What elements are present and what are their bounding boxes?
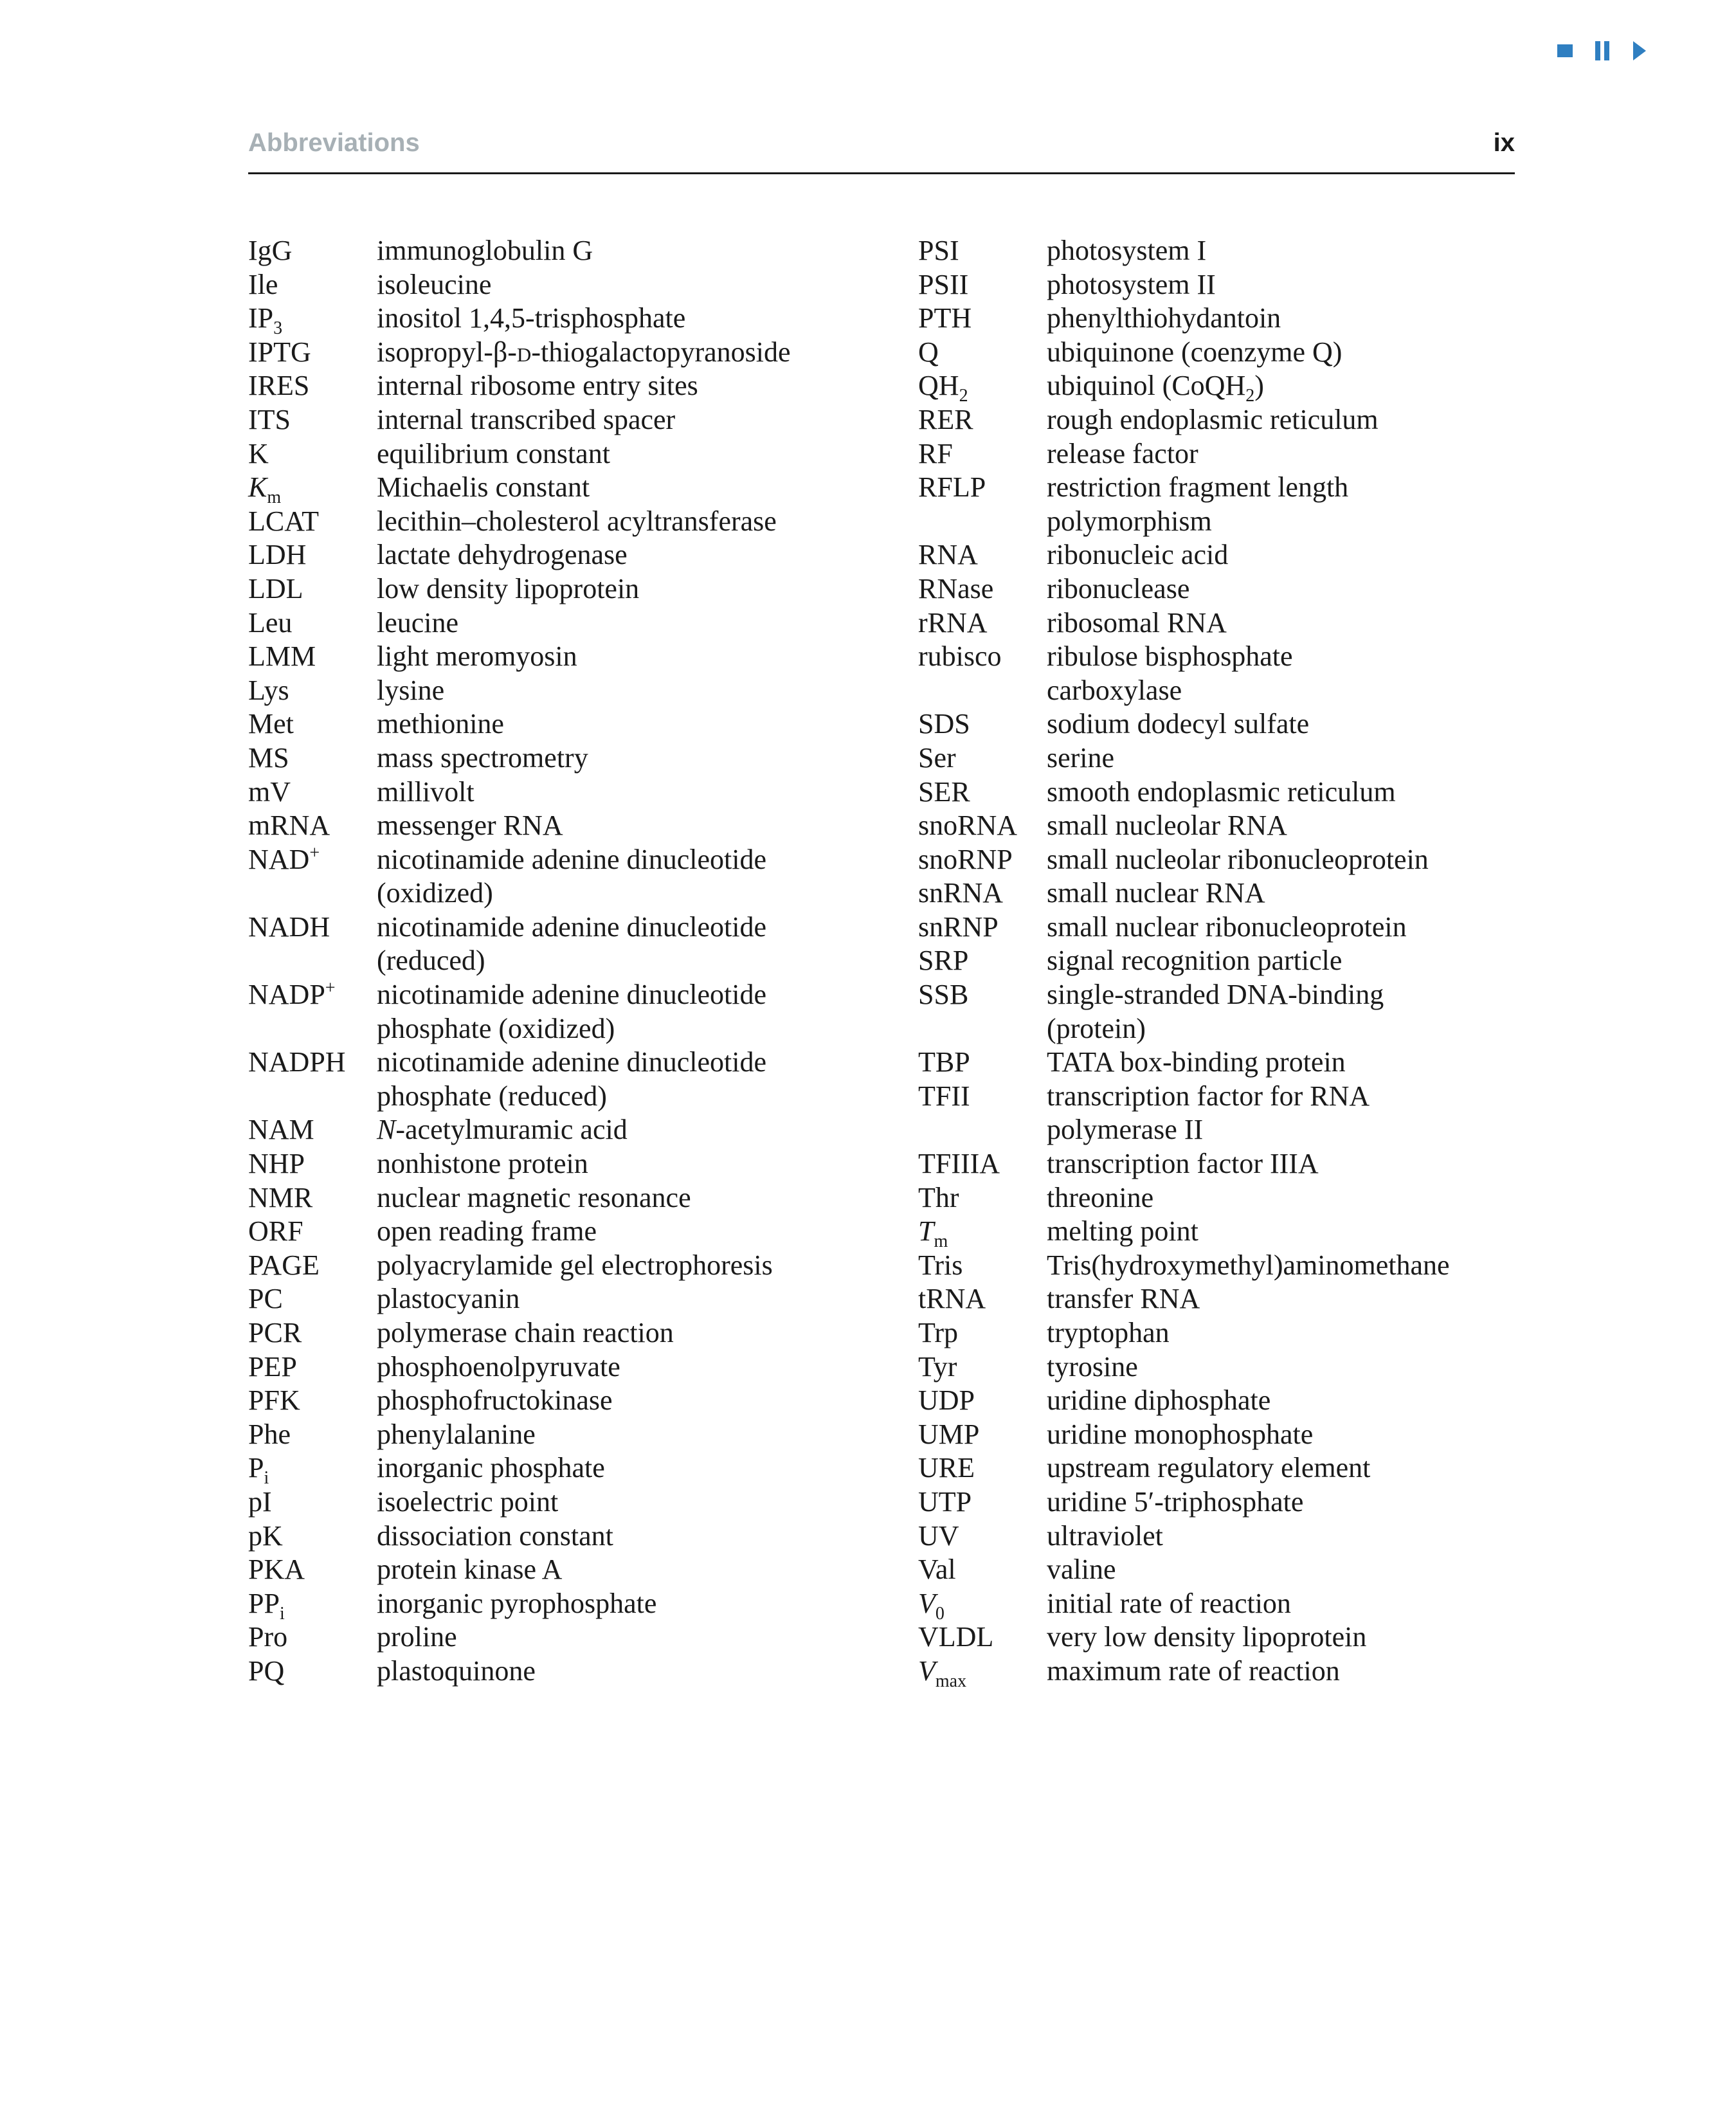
abbreviation-definition: tyrosine [1047, 1350, 1138, 1383]
abbreviation-entry [918, 1147, 1535, 1181]
abbreviation-definition: phosphofructokinase [377, 1384, 613, 1417]
abbreviation-entry [248, 505, 865, 539]
abbreviation-definition: transfer RNA [1047, 1283, 1200, 1315]
abbreviation-term [248, 1587, 377, 1624]
term-superscript: + [309, 842, 320, 863]
abbreviation-term: pK [248, 1519, 283, 1552]
abbreviation-definition: open reading frame [377, 1215, 597, 1247]
abbreviation-entry [918, 843, 1535, 877]
abbreviation-term: NADH [248, 911, 330, 943]
abbreviation-definition [377, 336, 865, 370]
abbreviation-definition: nicotinamide adenine dinucleotide phosphate (reduced) [377, 1046, 767, 1112]
abbreviation-term: LCAT [248, 505, 319, 537]
abbreviation-term: RER [918, 403, 973, 435]
abbreviation-term: PFK [248, 1384, 300, 1417]
term-main: NADP [248, 979, 325, 1011]
abbreviation-term [918, 1655, 1047, 1689]
abbreviation-entry [248, 1655, 865, 1689]
abbreviation-definition: internal transcribed spacer [377, 403, 676, 435]
abbreviation-definition: ubiquinone (coenzyme Q) [1047, 336, 1343, 368]
abbreviation-entry [248, 1451, 865, 1489]
abbreviation-term [918, 1215, 1047, 1252]
abbreviation-entry [248, 978, 865, 1046]
abbreviation-entry [248, 1316, 865, 1350]
abbreviation-definition: ultraviolet [1047, 1519, 1163, 1552]
abbreviation-term: SDS [918, 708, 970, 740]
abbreviation-term: Thr [918, 1181, 959, 1213]
abbreviation-definition: release factor [1047, 437, 1198, 469]
abbreviation-term: Tyr [918, 1350, 957, 1383]
abbreviation-term: Ile [248, 268, 278, 300]
abbreviation-definition: sodium dodecyl sulfate [1047, 708, 1310, 740]
abbreviation-term: PCR [248, 1317, 302, 1348]
abbreviation-entry [918, 437, 1535, 471]
abbreviation-definition: inositol 1,4,5-trisphosphate [377, 302, 686, 334]
abbreviation-term: PTH [918, 302, 972, 334]
definition-text: -thiogalactopyranoside [531, 336, 791, 368]
abbreviation-entry [918, 741, 1535, 775]
abbreviation-term: SER [918, 775, 970, 808]
abbreviation-entry [248, 1418, 865, 1452]
abbreviation-term: Phe [248, 1418, 291, 1450]
abbreviation-term: LDH [248, 539, 307, 571]
abbreviation-entry [248, 1282, 865, 1316]
abbreviation-term: IRES [248, 370, 310, 402]
abbreviation-entry [248, 1181, 865, 1215]
abbreviation-definition: small nuclear RNA [1047, 877, 1265, 909]
abbreviation-entry [248, 1553, 865, 1587]
abbreviation-definition: protein kinase A [377, 1554, 563, 1586]
abbreviation-definition: nicotinamide adenine dinucleotide phosphate (oxidized) [377, 979, 767, 1044]
abbreviation-term: Leu [248, 606, 293, 639]
abbreviation-entry [248, 1485, 865, 1519]
abbreviation-term: rubisco [918, 640, 1002, 673]
abbreviation-entry [918, 1249, 1535, 1283]
definition-smallcaps: d [516, 336, 532, 368]
abbreviation-term: TFII [918, 1080, 970, 1112]
abbreviation-term: UTP [918, 1485, 972, 1518]
abbreviation-entry [248, 1249, 865, 1283]
abbreviation-entry [918, 403, 1535, 437]
abbreviation-definition: single-stranded DNA-binding (protein) [1047, 979, 1384, 1044]
section-title: Abbreviations [248, 129, 420, 157]
term-main: QH [918, 370, 959, 402]
abbreviation-term: Val [918, 1554, 956, 1586]
abbreviation-entry [918, 606, 1535, 640]
abbreviation-entry [918, 911, 1535, 945]
abbreviation-definition: nicotinamide adenine dinucleotide (oxidized) [377, 843, 767, 909]
abbreviation-entry [248, 640, 865, 674]
term-main: PP [248, 1587, 280, 1619]
abbreviation-entry [248, 1046, 865, 1113]
abbreviation-definition: lecithin–cholesterol acyltransferase [377, 505, 777, 537]
abbreviation-term: Trp [918, 1317, 958, 1348]
abbreviation-entry [248, 234, 865, 268]
abbreviation-entry [248, 606, 865, 640]
abbreviation-term: Met [248, 708, 294, 740]
abbreviation-entry [918, 1451, 1535, 1485]
running-header [248, 129, 1515, 174]
abbreviation-definition: messenger RNA [377, 810, 563, 842]
abbreviation-definition: plastocyanin [377, 1283, 520, 1315]
term-subscript: i [264, 1468, 269, 1489]
abbreviation-entry [918, 1046, 1535, 1080]
pause-icon[interactable] [1593, 40, 1611, 62]
abbreviation-definition: plastoquinone [377, 1655, 536, 1687]
abbreviation-definition [1047, 369, 1535, 406]
abbreviation-definition: threonine [1047, 1181, 1154, 1213]
abbreviation-definition: internal ribosome entry sites [377, 370, 698, 402]
abbreviation-term: UMP [918, 1418, 980, 1450]
abbreviation-entry [248, 369, 865, 403]
abbreviation-term: ITS [248, 403, 291, 435]
term-main: IP [248, 302, 274, 334]
abbreviation-entry [918, 1587, 1535, 1624]
abbreviation-definition: light meromyosin [377, 640, 577, 673]
term-subscript: 0 [935, 1603, 945, 1624]
abbreviation-term: IPTG [248, 336, 311, 368]
abbreviation-entry [248, 538, 865, 572]
abbreviation-entry [918, 1553, 1535, 1587]
abbreviation-entry [248, 707, 865, 741]
definition-text: ) [1254, 370, 1264, 402]
abbreviation-definition: inorganic phosphate [377, 1452, 605, 1484]
abbreviation-entry [918, 336, 1535, 370]
abbreviation-entry [248, 336, 865, 370]
abbreviation-entry [918, 978, 1535, 1046]
abbreviation-definition: TATA box-binding protein [1047, 1046, 1346, 1078]
abbreviation-term [248, 302, 377, 339]
abbreviation-term: Lys [248, 674, 289, 706]
abbreviation-term: NMR [248, 1181, 313, 1213]
abbreviation-term: ORF [248, 1215, 303, 1247]
abbreviation-definition: signal recognition particle [1047, 945, 1343, 977]
abbreviation-definition: transcription factor for RNA polymerase II [1047, 1080, 1370, 1146]
abbreviation-definition: ribosomal RNA [1047, 606, 1227, 639]
abbreviation-definition: lysine [377, 674, 445, 706]
abbreviation-definition: mass spectrometry [377, 741, 588, 774]
abbreviation-entry [918, 471, 1535, 538]
definition-text: ubiquinol (CoQH [1047, 370, 1246, 402]
abbreviation-term: TBP [918, 1046, 970, 1078]
abbreviation-entry [248, 1620, 865, 1655]
abbreviation-entry [248, 809, 865, 843]
abbreviation-term: PSI [918, 235, 959, 266]
term-subscript: max [935, 1671, 967, 1691]
abbreviation-definition: phosphoenolpyruvate [377, 1350, 620, 1383]
definition-italic: N [377, 1114, 396, 1146]
abbreviation-definition: small nuclear ribonucleoprotein [1047, 911, 1407, 943]
abbreviation-term: PKA [248, 1554, 305, 1586]
abbreviation-entry [248, 1350, 865, 1384]
abbreviation-term: Ser [918, 741, 956, 774]
abbreviation-definition: methionine [377, 708, 504, 740]
term-subscript: 3 [273, 318, 283, 339]
term-italic: K [248, 471, 267, 503]
abbreviation-term: snoRNP [918, 843, 1013, 875]
abbreviation-term: NHP [248, 1148, 305, 1180]
abbreviation-definition: leucine [377, 606, 459, 639]
abbreviation-entry [918, 268, 1535, 302]
abbreviation-definition: photosystem I [1047, 235, 1207, 266]
abbreviation-term: NAM [248, 1114, 314, 1146]
abbreviation-definition: nicotinamide adenine dinucleotide (reduced) [377, 911, 767, 977]
abbreviation-definition: smooth endoplasmic reticulum [1047, 775, 1396, 808]
abbreviation-term: RNA [918, 539, 978, 571]
abbreviation-term [918, 1587, 1047, 1624]
abbreviation-entry [248, 911, 865, 978]
abbreviation-entry [918, 1485, 1535, 1519]
term-subscript: i [279, 1603, 285, 1624]
abbreviation-term: UDP [918, 1384, 975, 1417]
abbreviation-definition: inorganic pyrophosphate [377, 1587, 657, 1619]
abbreviation-entry [248, 775, 865, 810]
abbreviation-definition: low density lipoprotein [377, 572, 640, 604]
abbreviation-entry [918, 1080, 1535, 1147]
abbreviation-entry [918, 572, 1535, 606]
definition-text: -acetylmuramic acid [395, 1114, 628, 1146]
abbreviation-entry [248, 437, 865, 471]
abbreviation-definition: isoelectric point [377, 1485, 559, 1518]
abbreviation-definition: maximum rate of reaction [1047, 1655, 1340, 1687]
abbreviation-entry [248, 1587, 865, 1624]
abbreviation-definition: ribonucleic acid [1047, 539, 1229, 571]
term-italic: T [918, 1215, 934, 1247]
abbreviation-term: rRNA [918, 606, 988, 639]
abbreviation-list-left [248, 234, 865, 1689]
abbreviation-entry [918, 1655, 1535, 1689]
abbreviation-entry [918, 1384, 1535, 1418]
abbreviation-definition: restriction fragment length polymorphism [1047, 471, 1349, 537]
abbreviation-term: URE [918, 1452, 975, 1484]
abbreviation-entry [248, 1384, 865, 1418]
term-main: NAD [248, 843, 310, 875]
definition-text: isopropyl-β- [377, 336, 517, 368]
stop-icon[interactable] [1556, 42, 1574, 60]
abbreviation-definition [377, 1113, 865, 1147]
abbreviation-definition: upstream regulatory element [1047, 1452, 1371, 1484]
abbreviation-term: Tris [918, 1249, 963, 1281]
abbreviation-entry [918, 1620, 1535, 1655]
abbreviation-term: PQ [248, 1655, 285, 1687]
abbreviation-list-right [918, 234, 1535, 1689]
abbreviation-definition: ribonuclease [1047, 572, 1190, 604]
abbreviation-definition: photosystem II [1047, 268, 1216, 300]
abbreviation-definition: proline [377, 1621, 457, 1653]
abbreviation-definition: equilibrium constant [377, 437, 610, 469]
abbreviation-term: mRNA [248, 810, 330, 842]
abbreviation-term: SSB [918, 979, 969, 1011]
abbreviation-entry [248, 1215, 865, 1249]
abbreviation-entry [918, 640, 1535, 707]
abbreviation-term [248, 1451, 377, 1489]
abbreviation-term: LMM [248, 640, 316, 673]
abbreviation-entry [248, 471, 865, 508]
abbreviation-term: Q [918, 336, 939, 368]
abbreviation-definition: phenylthiohydantoin [1047, 302, 1281, 334]
abbreviation-definition: uridine diphosphate [1047, 1384, 1271, 1417]
definition-subscript: 2 [1245, 386, 1255, 406]
abbreviation-entry [248, 843, 865, 911]
abbreviation-definition: serine [1047, 741, 1115, 774]
abbreviation-term [248, 843, 377, 911]
abbreviation-term: VLDL [918, 1621, 994, 1653]
abbreviation-term: TFIIIA [918, 1148, 1000, 1180]
abbreviation-definition: rough endoplasmic reticulum [1047, 403, 1379, 435]
abbreviation-term: snRNA [918, 877, 1004, 909]
abbreviation-term: pI [248, 1485, 272, 1518]
abbreviation-definition: polymerase chain reaction [377, 1317, 674, 1348]
abbreviation-entry [248, 1519, 865, 1554]
abbreviation-term: IgG [248, 235, 293, 266]
abbreviation-term: LDL [248, 572, 303, 604]
term-italic: V [918, 1655, 936, 1687]
abbreviation-definition: tryptophan [1047, 1317, 1170, 1348]
abbreviation-entry [918, 944, 1535, 978]
abbreviation-definition: uridine 5′-triphosphate [1047, 1485, 1304, 1518]
term-subscript: 2 [959, 386, 968, 406]
abbreviation-term: PAGE [248, 1249, 320, 1281]
abbreviation-term: mV [248, 775, 291, 808]
abbreviation-entry [918, 538, 1535, 572]
abbreviation-entry [918, 234, 1535, 268]
abbreviation-term: PSII [918, 268, 969, 300]
abbreviation-entry [918, 1350, 1535, 1384]
abbreviation-definition: phenylalanine [377, 1418, 536, 1450]
abbreviation-entry [248, 572, 865, 606]
abbreviation-definition: valine [1047, 1554, 1116, 1586]
play-icon[interactable] [1631, 40, 1647, 62]
term-main: P [248, 1452, 264, 1484]
abbreviation-term: snRNP [918, 911, 999, 943]
abbreviation-definition: dissociation constant [377, 1519, 613, 1552]
abbreviation-definition: lactate dehydrogenase [377, 539, 628, 571]
abbreviation-term [248, 471, 377, 508]
abbreviation-definition: immunoglobulin G [377, 235, 593, 266]
abbreviation-term: PEP [248, 1350, 297, 1383]
abbreviation-entry [918, 1519, 1535, 1554]
abbreviation-entry [248, 302, 865, 339]
abbreviation-term: RFLP [918, 471, 986, 503]
abbreviation-definition: very low density lipoprotein [1047, 1621, 1367, 1653]
abbreviation-term: SRP [918, 945, 969, 977]
abbreviation-entry [918, 1282, 1535, 1316]
abbreviation-definition: ribulose bisphosphate carboxylase [1047, 640, 1293, 706]
abbreviation-entry [918, 809, 1535, 843]
abbreviation-definition: small nucleolar ribonucleoprotein [1047, 843, 1429, 875]
abbreviation-term: tRNA [918, 1283, 986, 1315]
abbreviation-entry [918, 1181, 1535, 1215]
abbreviation-term: UV [918, 1519, 959, 1552]
abbreviation-definition: initial rate of reaction [1047, 1587, 1291, 1619]
abbreviation-definition: polyacrylamide gel electrophoresis [377, 1249, 773, 1281]
abbreviation-term: MS [248, 741, 289, 774]
abbreviation-definition: transcription factor IIIA [1047, 1148, 1319, 1180]
abbreviation-definition: melting point [1047, 1215, 1198, 1247]
nav-controls [1556, 40, 1647, 62]
abbreviation-term: RNase [918, 572, 994, 604]
abbreviation-term: NADPH [248, 1046, 346, 1078]
abbreviation-entry [918, 1215, 1535, 1252]
abbreviation-entry [248, 674, 865, 708]
abbreviation-entry [248, 1147, 865, 1181]
abbreviation-definition: nuclear magnetic resonance [377, 1181, 691, 1213]
abbreviation-term: RF [918, 437, 953, 469]
abbreviation-term [918, 369, 1047, 406]
abbreviation-entry [918, 876, 1535, 911]
term-superscript: + [325, 978, 336, 999]
abbreviation-term [248, 978, 377, 1046]
abbreviation-entry [918, 707, 1535, 741]
abbreviation-definition: isoleucine [377, 268, 492, 300]
abbreviation-definition: millivolt [377, 775, 475, 808]
abbreviation-definition: small nucleolar RNA [1047, 810, 1287, 842]
term-subscript: m [934, 1231, 948, 1252]
abbreviation-term: Pro [248, 1621, 288, 1653]
abbreviation-definition: uridine monophosphate [1047, 1418, 1314, 1450]
abbreviation-definition: Tris(hydroxymethyl)aminomethane [1047, 1249, 1450, 1281]
abbreviation-entry [248, 268, 865, 302]
abbreviation-definition: Michaelis constant [377, 471, 590, 503]
term-subscript: m [267, 487, 282, 508]
abbreviation-term: K [248, 437, 269, 469]
abbreviation-term: snoRNA [918, 810, 1018, 842]
abbreviation-entry [248, 1113, 865, 1147]
abbreviation-entry [248, 741, 865, 775]
abbreviation-entry [918, 369, 1535, 406]
abbreviation-entry [248, 403, 865, 437]
abbreviation-entry [918, 302, 1535, 336]
abbreviation-entry [918, 775, 1535, 810]
abbreviation-entry [918, 1418, 1535, 1452]
term-italic: V [918, 1587, 936, 1619]
page-number: ix [1493, 129, 1515, 157]
abbreviation-term: PC [248, 1283, 283, 1315]
abbreviation-entry [918, 1316, 1535, 1350]
abbreviation-definition: nonhistone protein [377, 1148, 588, 1180]
